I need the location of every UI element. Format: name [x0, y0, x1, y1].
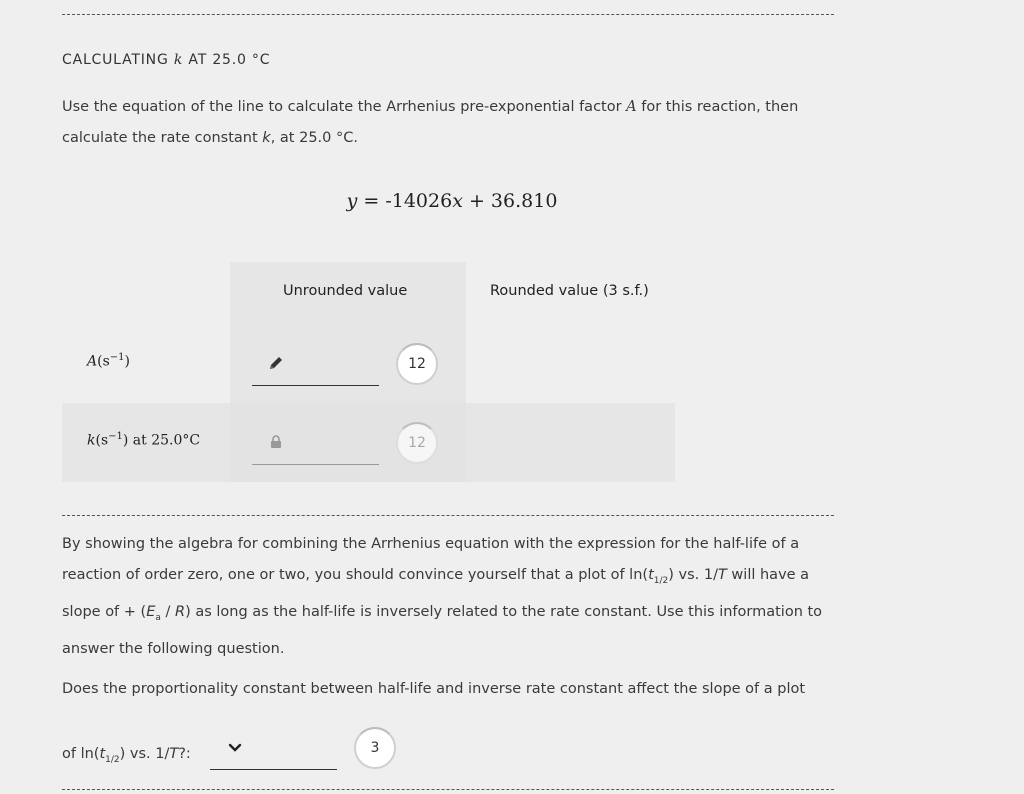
- divider-bottom: [62, 789, 834, 790]
- question-text: Does the proportionality constant between half-life and inverse rate constant affect the slope of a plot: [62, 681, 806, 697]
- unrounded-input-k: [252, 464, 379, 465]
- section-title: CALCULATING k AT 25.0 °C: [62, 52, 271, 68]
- column-header-unrounded: Unrounded value: [283, 283, 408, 299]
- answer-select-underline: [210, 769, 337, 770]
- line-equation: y = -14026x + 36.810: [346, 190, 558, 212]
- chevron-down-icon: [228, 743, 242, 753]
- divider-middle: [62, 515, 834, 516]
- question-suffix: of $\ln(t_{1/2})$ vs. 1/T?:: [62, 746, 191, 765]
- attempts-badge-A: 12: [396, 343, 438, 385]
- intro-paragraph: Use the equation of the line to calculate the Arrhenius pre-exponential factor A for this reaction, then calculate the rate constant k, at 25.0 °C.: [62, 99, 799, 146]
- row-label-k: $k(s^{-1})$ at 25.0°C: [87, 431, 201, 449]
- attempts-badge-k: 12: [396, 422, 438, 464]
- pencil-icon[interactable]: [268, 355, 284, 371]
- column-header-rounded: Rounded value (3 s.f.): [490, 283, 649, 299]
- lock-icon: [270, 435, 282, 449]
- answer-select[interactable]: [210, 735, 337, 769]
- divider-top: [62, 14, 834, 15]
- explanation-paragraph: By showing the algebra for combining the Arrhenius equation with the expression for the half-life of a reaction of order zero, one or two, you should convince yourself that a plot of $\ln(t_{1/2})$ vs. 1/T will have a slope of + $(E_a / R)$ as long as the half-life is inversely related to the rate constant. Use this information to answer the following question.: [62, 536, 823, 657]
- row-label-A: $A(s^{-1})$: [87, 352, 130, 370]
- attempts-badge-question: 3: [354, 727, 396, 769]
- unrounded-input-A[interactable]: [252, 385, 379, 386]
